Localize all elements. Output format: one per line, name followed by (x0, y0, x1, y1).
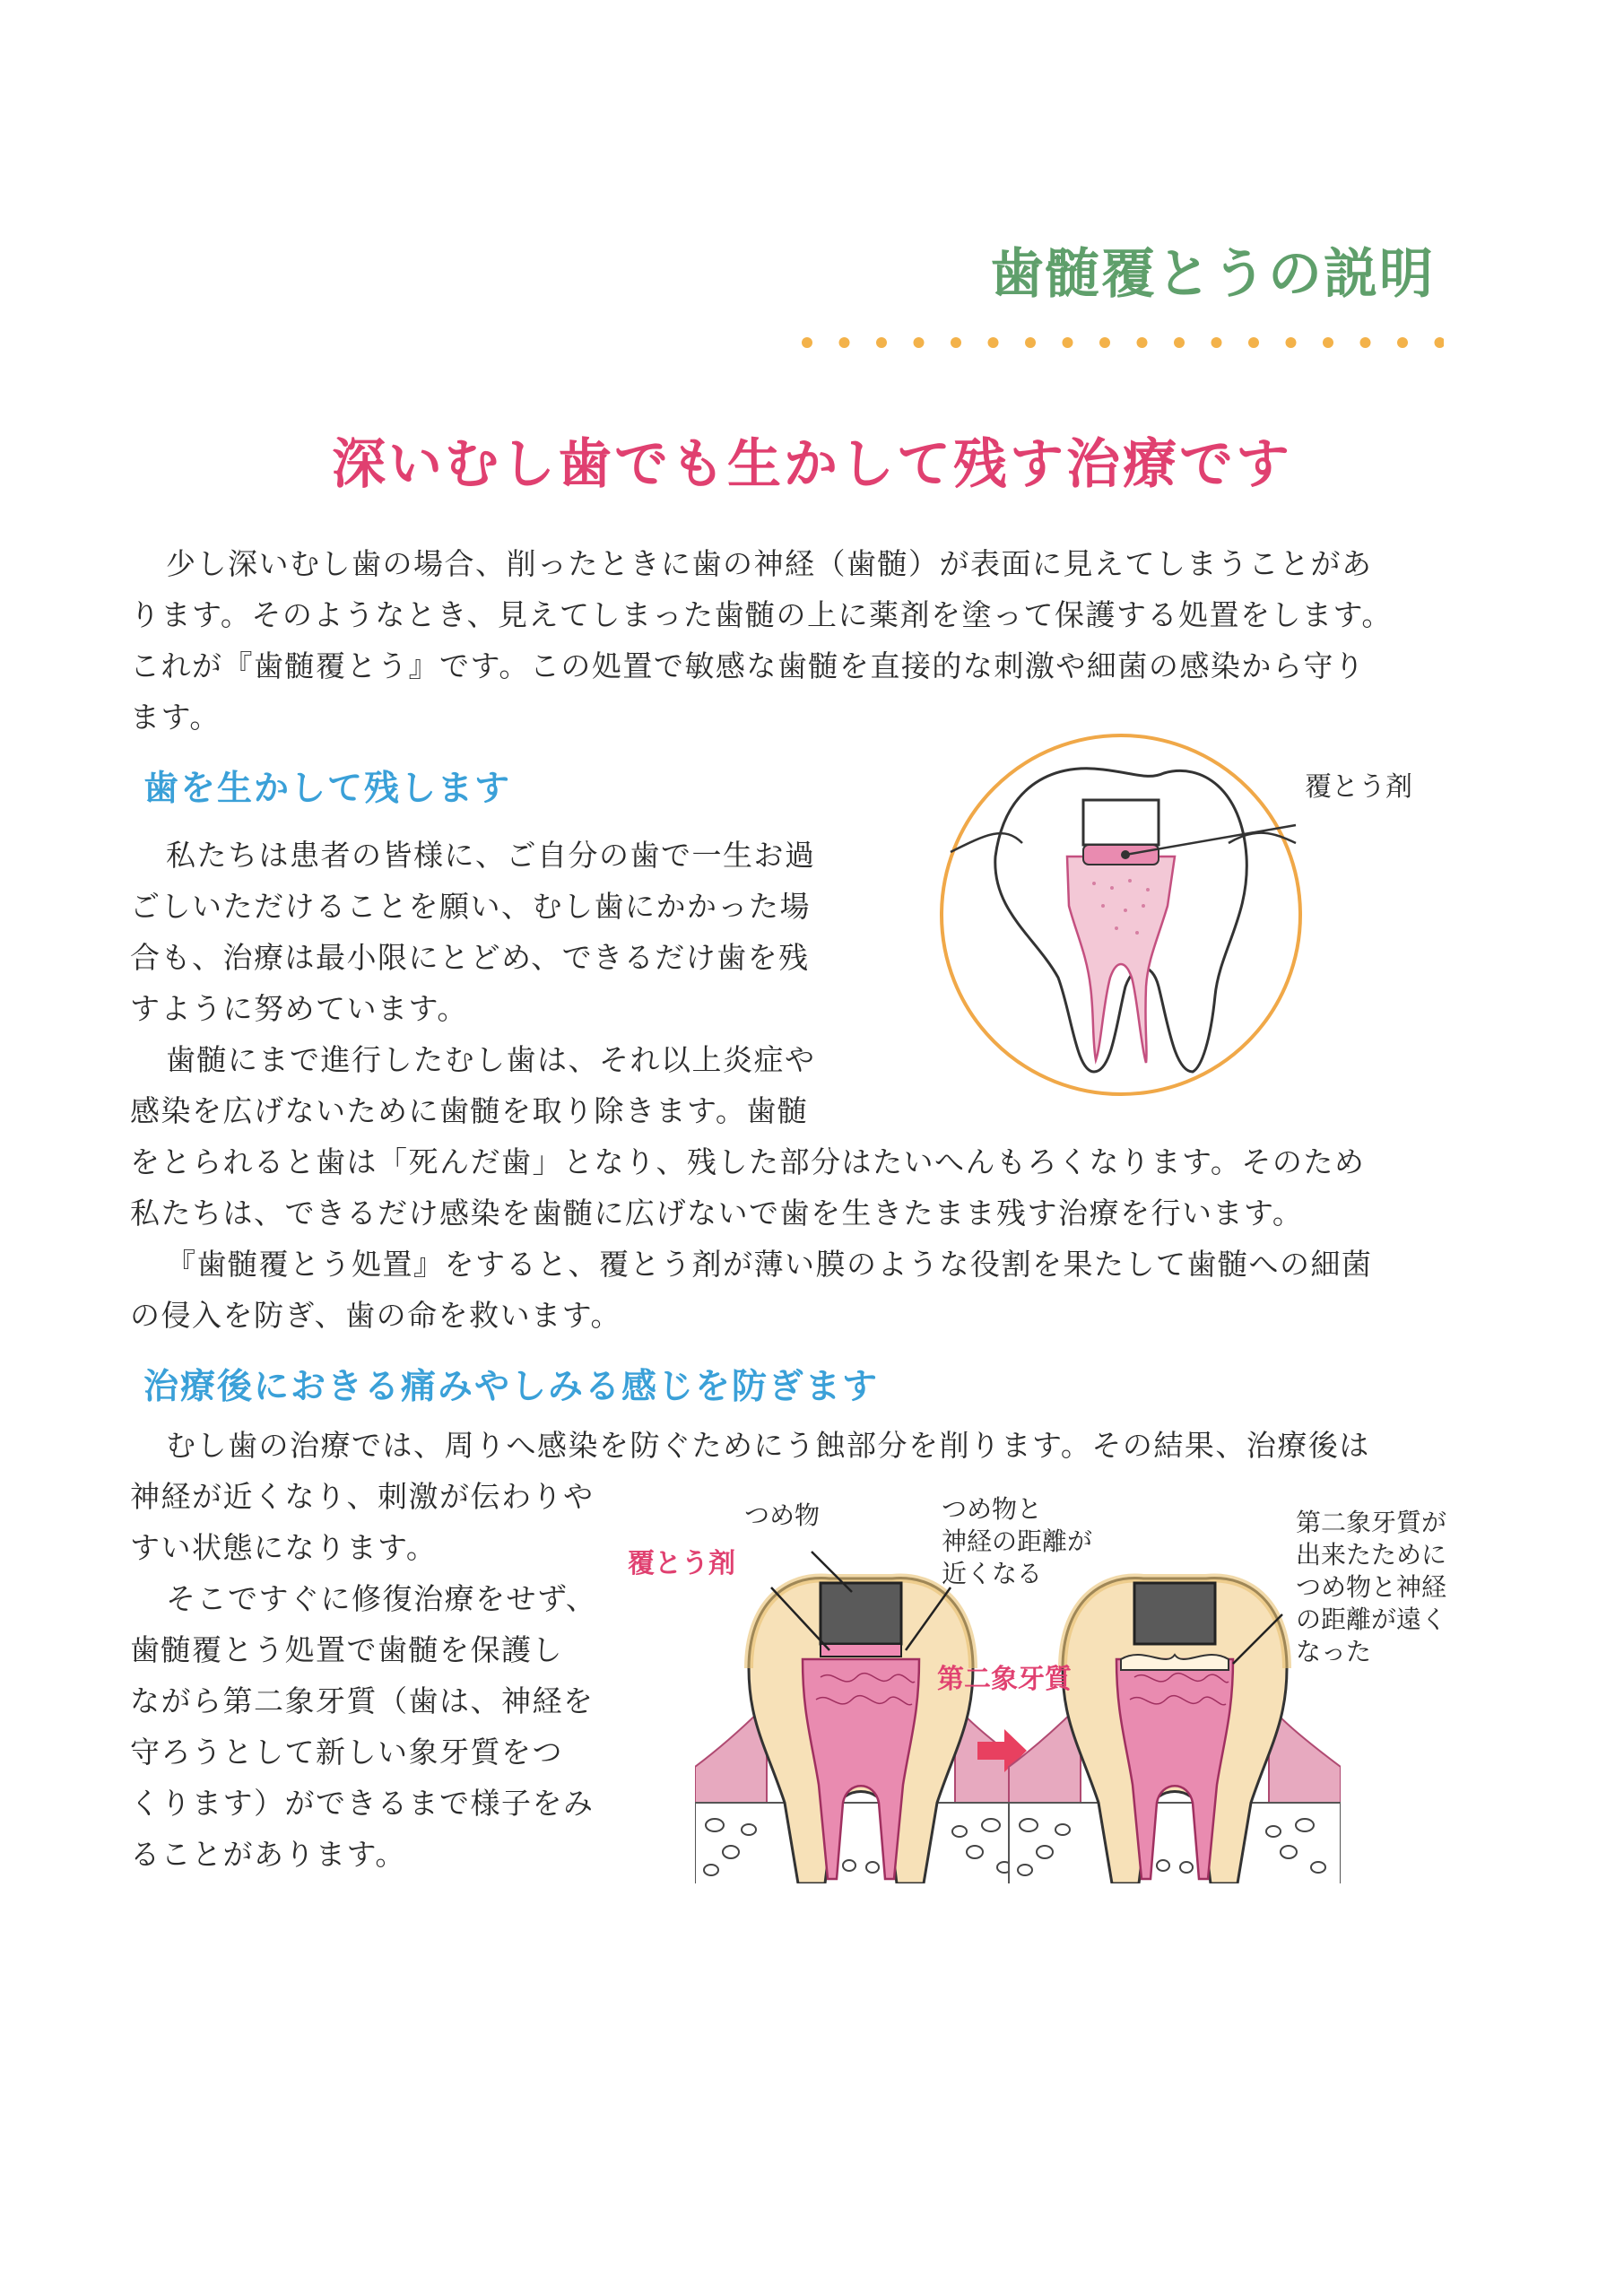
divider-dot (1025, 337, 1036, 348)
text-line: 守ろうとして新しい象牙質をつ (130, 1735, 563, 1770)
text-line: をとられると歯は「死んだ歯」となり、残した部分はたいへんもろくなります。そのため (130, 1144, 1366, 1179)
divider-dot (1063, 337, 1073, 348)
label-line: の距離が遠く (1296, 1605, 1447, 1634)
divider-dot (1099, 337, 1110, 348)
label-line: つめ物と (942, 1494, 1043, 1524)
section2-narrow-text (130, 1471, 632, 1880)
label-line: なった (1296, 1637, 1372, 1666)
text-line: 感染を広げないために歯髄を取り除きます。歯髄 (130, 1093, 809, 1128)
text-line: 神経が近くなり、刺激が伝わりや (130, 1479, 595, 1514)
divider-dot (1248, 337, 1259, 348)
pulp-capping-tooth-illustration (933, 726, 1309, 1103)
text-line: 私たちは、できるだけ感染を歯髄に広げないで歯を生きたまま残す治療を行います。 (130, 1196, 1304, 1231)
text-line: むし歯の治療では、周りへ感染を防ぐためにう蝕部分を削ります。その結果、治療後は (166, 1428, 1370, 1463)
section1-heading: 歯を生かして残します (143, 769, 512, 809)
distance-close-label (942, 1493, 1092, 1590)
intro-line: ます。 (130, 700, 221, 735)
text-line: 歯髄にまで進行したむし歯は、それ以上炎症や (166, 1042, 816, 1077)
divider-dot (1174, 337, 1185, 348)
text-line: すい状態になります。 (130, 1530, 438, 1565)
intro-line: 少し深いむし歯の場合、削ったときに歯の神経（歯髄）が表面に見えてしまうことがあ (166, 546, 1373, 581)
distance-far-label (1296, 1507, 1446, 1668)
dotted-divider (798, 334, 1444, 352)
text-line: の侵入を防ぎ、歯の命を救います。 (130, 1298, 622, 1333)
section2-heading: 治療後におきる痛みやしみる感じを防ぎます (143, 1367, 880, 1407)
text-line: 歯髄覆とう処置で歯髄を保護し (130, 1632, 563, 1667)
divider-dot (1323, 337, 1333, 348)
divider-dot (1286, 337, 1297, 348)
label-line: 神経の距離が (942, 1526, 1093, 1556)
text-line: 合も、治療は最小限にとどめ、できるだけ歯を残 (130, 940, 810, 975)
capping-agent-label-2: 覆とう剤 (628, 1548, 735, 1579)
divider-dot (1397, 337, 1408, 348)
label-line: 近くなる (942, 1559, 1043, 1588)
section1-narrow-text (130, 830, 883, 1136)
divider-dot (1360, 337, 1371, 348)
divider-dot (1211, 337, 1222, 348)
text-line: ごしいただけることを願い、むし歯にかかった場 (130, 889, 811, 924)
secondary-dentin-label: 第二象牙質 (937, 1664, 1072, 1695)
text-line: そこですぐに修復治療をせず、 (166, 1581, 597, 1616)
text-line: ることがあります。 (130, 1837, 406, 1872)
text-line: 『歯髄覆とう処置』をすると、覆とう剤が薄い膜のような役割を果たして歯髄への細菌 (166, 1247, 1373, 1282)
label-line: つめ物と神経 (1296, 1572, 1447, 1602)
capping-agent-label: 覆とう剤 (1305, 771, 1412, 803)
intro-line: これが『歯髄覆とう』です。この処置で敏感な歯髄を直接的な刺激や細菌の感染から守り (130, 648, 1366, 683)
header-title: 歯髄覆とうの説明 (990, 243, 1435, 306)
divider-dot (988, 337, 999, 348)
section2-first-line (130, 1420, 1475, 1471)
intro-paragraph (130, 538, 1457, 743)
label-line: 出来たために (1296, 1540, 1447, 1570)
divider-dot (1137, 337, 1148, 348)
intro-line: ります。そのようなとき、見えてしまった歯髄の上に薬剤を塗って保護する処置をします。 (130, 597, 1393, 632)
text-line: くります）ができるまで様子をみ (130, 1786, 595, 1821)
divider-dot (876, 337, 887, 348)
label-line: 第二象牙質が (1296, 1508, 1447, 1537)
divider-dot (1435, 337, 1445, 348)
text-line: すように努めています。 (130, 991, 468, 1026)
divider-dot (914, 337, 925, 348)
section1-wide-text (130, 1136, 1475, 1341)
text-line: ながら第二象牙質（歯は、神経を (130, 1683, 595, 1718)
divider-dot (839, 337, 850, 348)
main-title: 深いむし歯でも生かして残す治療です (332, 433, 1292, 496)
divider-dot (802, 337, 812, 348)
filling-label: つめ物 (744, 1500, 821, 1530)
text-line: 私たちは患者の皆様に、ご自分の歯で一生お過 (166, 838, 816, 873)
divider-dot (951, 337, 961, 348)
